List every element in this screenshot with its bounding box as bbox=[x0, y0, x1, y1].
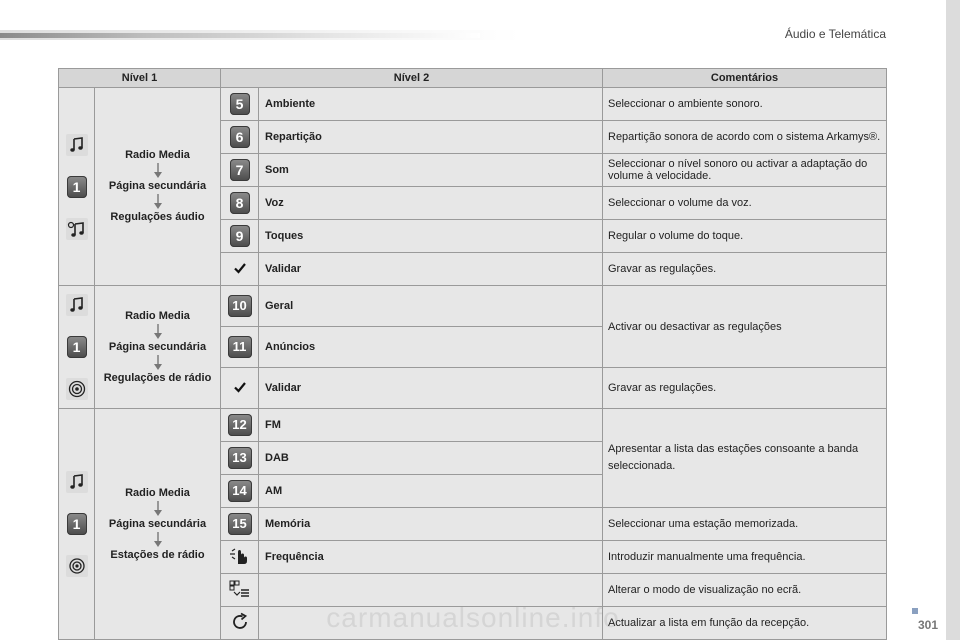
comment-cell: Seleccionar uma estação memorizada. bbox=[603, 508, 887, 541]
step-badge-1: 1 bbox=[67, 176, 87, 198]
table-row bbox=[59, 88, 887, 121]
path-step: Página secundária bbox=[108, 180, 207, 192]
level1-icons bbox=[59, 88, 95, 286]
watermark-text: carmanualsonline.info bbox=[326, 602, 620, 633]
comment-cell: Seleccionar o volume da voz. bbox=[603, 187, 887, 220]
comment-cell: Regular o volume do toque. bbox=[603, 220, 887, 253]
step-badge-13: 13 bbox=[228, 447, 252, 469]
header-level2: Nível 2 bbox=[221, 69, 603, 88]
icons-stack bbox=[59, 463, 94, 585]
radio-settings-icon bbox=[66, 378, 88, 400]
comment-cell: Seleccionar o nível sonoro ou activar a adaptação do volume à velocidade. bbox=[603, 154, 887, 187]
header-comments: Comentários bbox=[603, 69, 887, 88]
level2-marker bbox=[221, 368, 259, 409]
music-note-icon bbox=[66, 471, 88, 493]
step-badge-1: 1 bbox=[67, 513, 87, 535]
check-icon bbox=[232, 386, 248, 398]
level2-marker bbox=[221, 220, 259, 253]
path-step: Página secundária bbox=[108, 517, 207, 530]
down-arrow-icon bbox=[97, 355, 218, 371]
radio-station-icon bbox=[66, 555, 88, 577]
music-note-icon bbox=[66, 134, 88, 156]
level2-label: Validar bbox=[259, 368, 603, 409]
path-step: Regulações de rádio bbox=[103, 371, 212, 384]
comment-cell: Alterar o modo de visualização no ecrã. bbox=[603, 574, 887, 607]
header-level1: Nível 1 bbox=[59, 69, 221, 88]
down-arrow-icon bbox=[97, 324, 218, 340]
level2-marker bbox=[221, 475, 259, 508]
hand-icon bbox=[228, 557, 252, 569]
level2-label: Frequência bbox=[259, 541, 603, 574]
down-arrow-icon bbox=[97, 501, 218, 517]
settings-table bbox=[58, 68, 887, 640]
check-icon bbox=[232, 267, 248, 279]
level2-label: FM bbox=[259, 409, 603, 442]
step-badge-5: 5 bbox=[230, 93, 250, 115]
step-badge-6: 6 bbox=[230, 126, 250, 148]
level2-label: Voz bbox=[259, 187, 603, 220]
header-bar bbox=[0, 33, 480, 38]
level1-icons bbox=[59, 286, 95, 409]
right-margin-strip bbox=[946, 0, 960, 640]
step-badge-1: 1 bbox=[67, 336, 87, 358]
level2-marker bbox=[221, 409, 259, 442]
step-badge-12: 12 bbox=[228, 414, 252, 436]
step-badge-10: 10 bbox=[228, 295, 252, 317]
page-number: 301 bbox=[917, 618, 938, 632]
comment-cell: Seleccionar o ambiente sonoro. bbox=[603, 88, 887, 121]
display-mode-icon bbox=[228, 590, 252, 602]
level1-path bbox=[95, 88, 221, 286]
level2-label: Memória bbox=[259, 508, 603, 541]
step-badge-11: 11 bbox=[228, 336, 252, 358]
comment-cell: Repartição sonora de acordo com o sistema Arkamys®. bbox=[603, 121, 887, 154]
level2-marker bbox=[221, 327, 259, 368]
table-row bbox=[59, 286, 887, 327]
down-arrow-icon bbox=[97, 532, 218, 548]
comment-cell: Apresentar a lista das estações consoante a banda seleccionada. bbox=[603, 409, 887, 508]
level2-marker bbox=[221, 442, 259, 475]
down-arrow-icon bbox=[97, 163, 218, 179]
step-badge-9: 9 bbox=[230, 225, 250, 247]
level2-marker bbox=[221, 508, 259, 541]
level2-marker bbox=[221, 88, 259, 121]
step-badge-14: 14 bbox=[228, 480, 252, 502]
page-header-title: Áudio e Telemática bbox=[784, 27, 886, 41]
path-step: Página secundária bbox=[108, 340, 207, 353]
level2-label: Anúncios bbox=[259, 327, 603, 368]
path-step: Estações de rádio bbox=[110, 548, 205, 561]
path-step: Radio Media bbox=[125, 149, 190, 161]
comment-cell: Gravar as regulações. bbox=[603, 368, 887, 409]
audio-settings-icon bbox=[66, 218, 88, 240]
level2-marker bbox=[221, 121, 259, 154]
comment-cell: Actualizar a lista em função da recepção. bbox=[603, 607, 887, 640]
level2-marker bbox=[221, 154, 259, 187]
step-badge-8: 8 bbox=[230, 192, 250, 214]
step-badge-15: 15 bbox=[228, 513, 252, 535]
level2-marker bbox=[221, 541, 259, 574]
step-badge-7: 7 bbox=[230, 159, 250, 181]
level2-label: Validar bbox=[259, 253, 603, 286]
music-note-icon bbox=[66, 294, 88, 316]
icons-stack bbox=[59, 286, 94, 408]
level2-label: Repartição bbox=[259, 121, 603, 154]
level2-label: Ambiente bbox=[259, 88, 603, 121]
level2-marker bbox=[221, 187, 259, 220]
icons-stack bbox=[59, 126, 94, 248]
comment-cell: Introduzir manualmente uma frequência. bbox=[603, 541, 887, 574]
table-row bbox=[59, 409, 887, 442]
level2-label: AM bbox=[259, 475, 603, 508]
table-header-row bbox=[59, 69, 887, 88]
path-step: Radio Media bbox=[125, 486, 190, 499]
level2-label: Som bbox=[259, 154, 603, 187]
level2-label: DAB bbox=[259, 442, 603, 475]
level2-label: Toques bbox=[259, 220, 603, 253]
down-arrow-icon bbox=[97, 194, 218, 210]
path-step: Regulações áudio bbox=[110, 211, 205, 223]
level2-marker bbox=[221, 253, 259, 286]
path-step: Radio Media bbox=[125, 309, 190, 322]
level2-label: Geral bbox=[259, 286, 603, 327]
comment-cell: Gravar as regulações. bbox=[603, 253, 887, 286]
comment-cell: Activar ou desactivar as regulações bbox=[603, 286, 887, 368]
level1-path bbox=[95, 286, 221, 409]
level2-marker bbox=[221, 286, 259, 327]
